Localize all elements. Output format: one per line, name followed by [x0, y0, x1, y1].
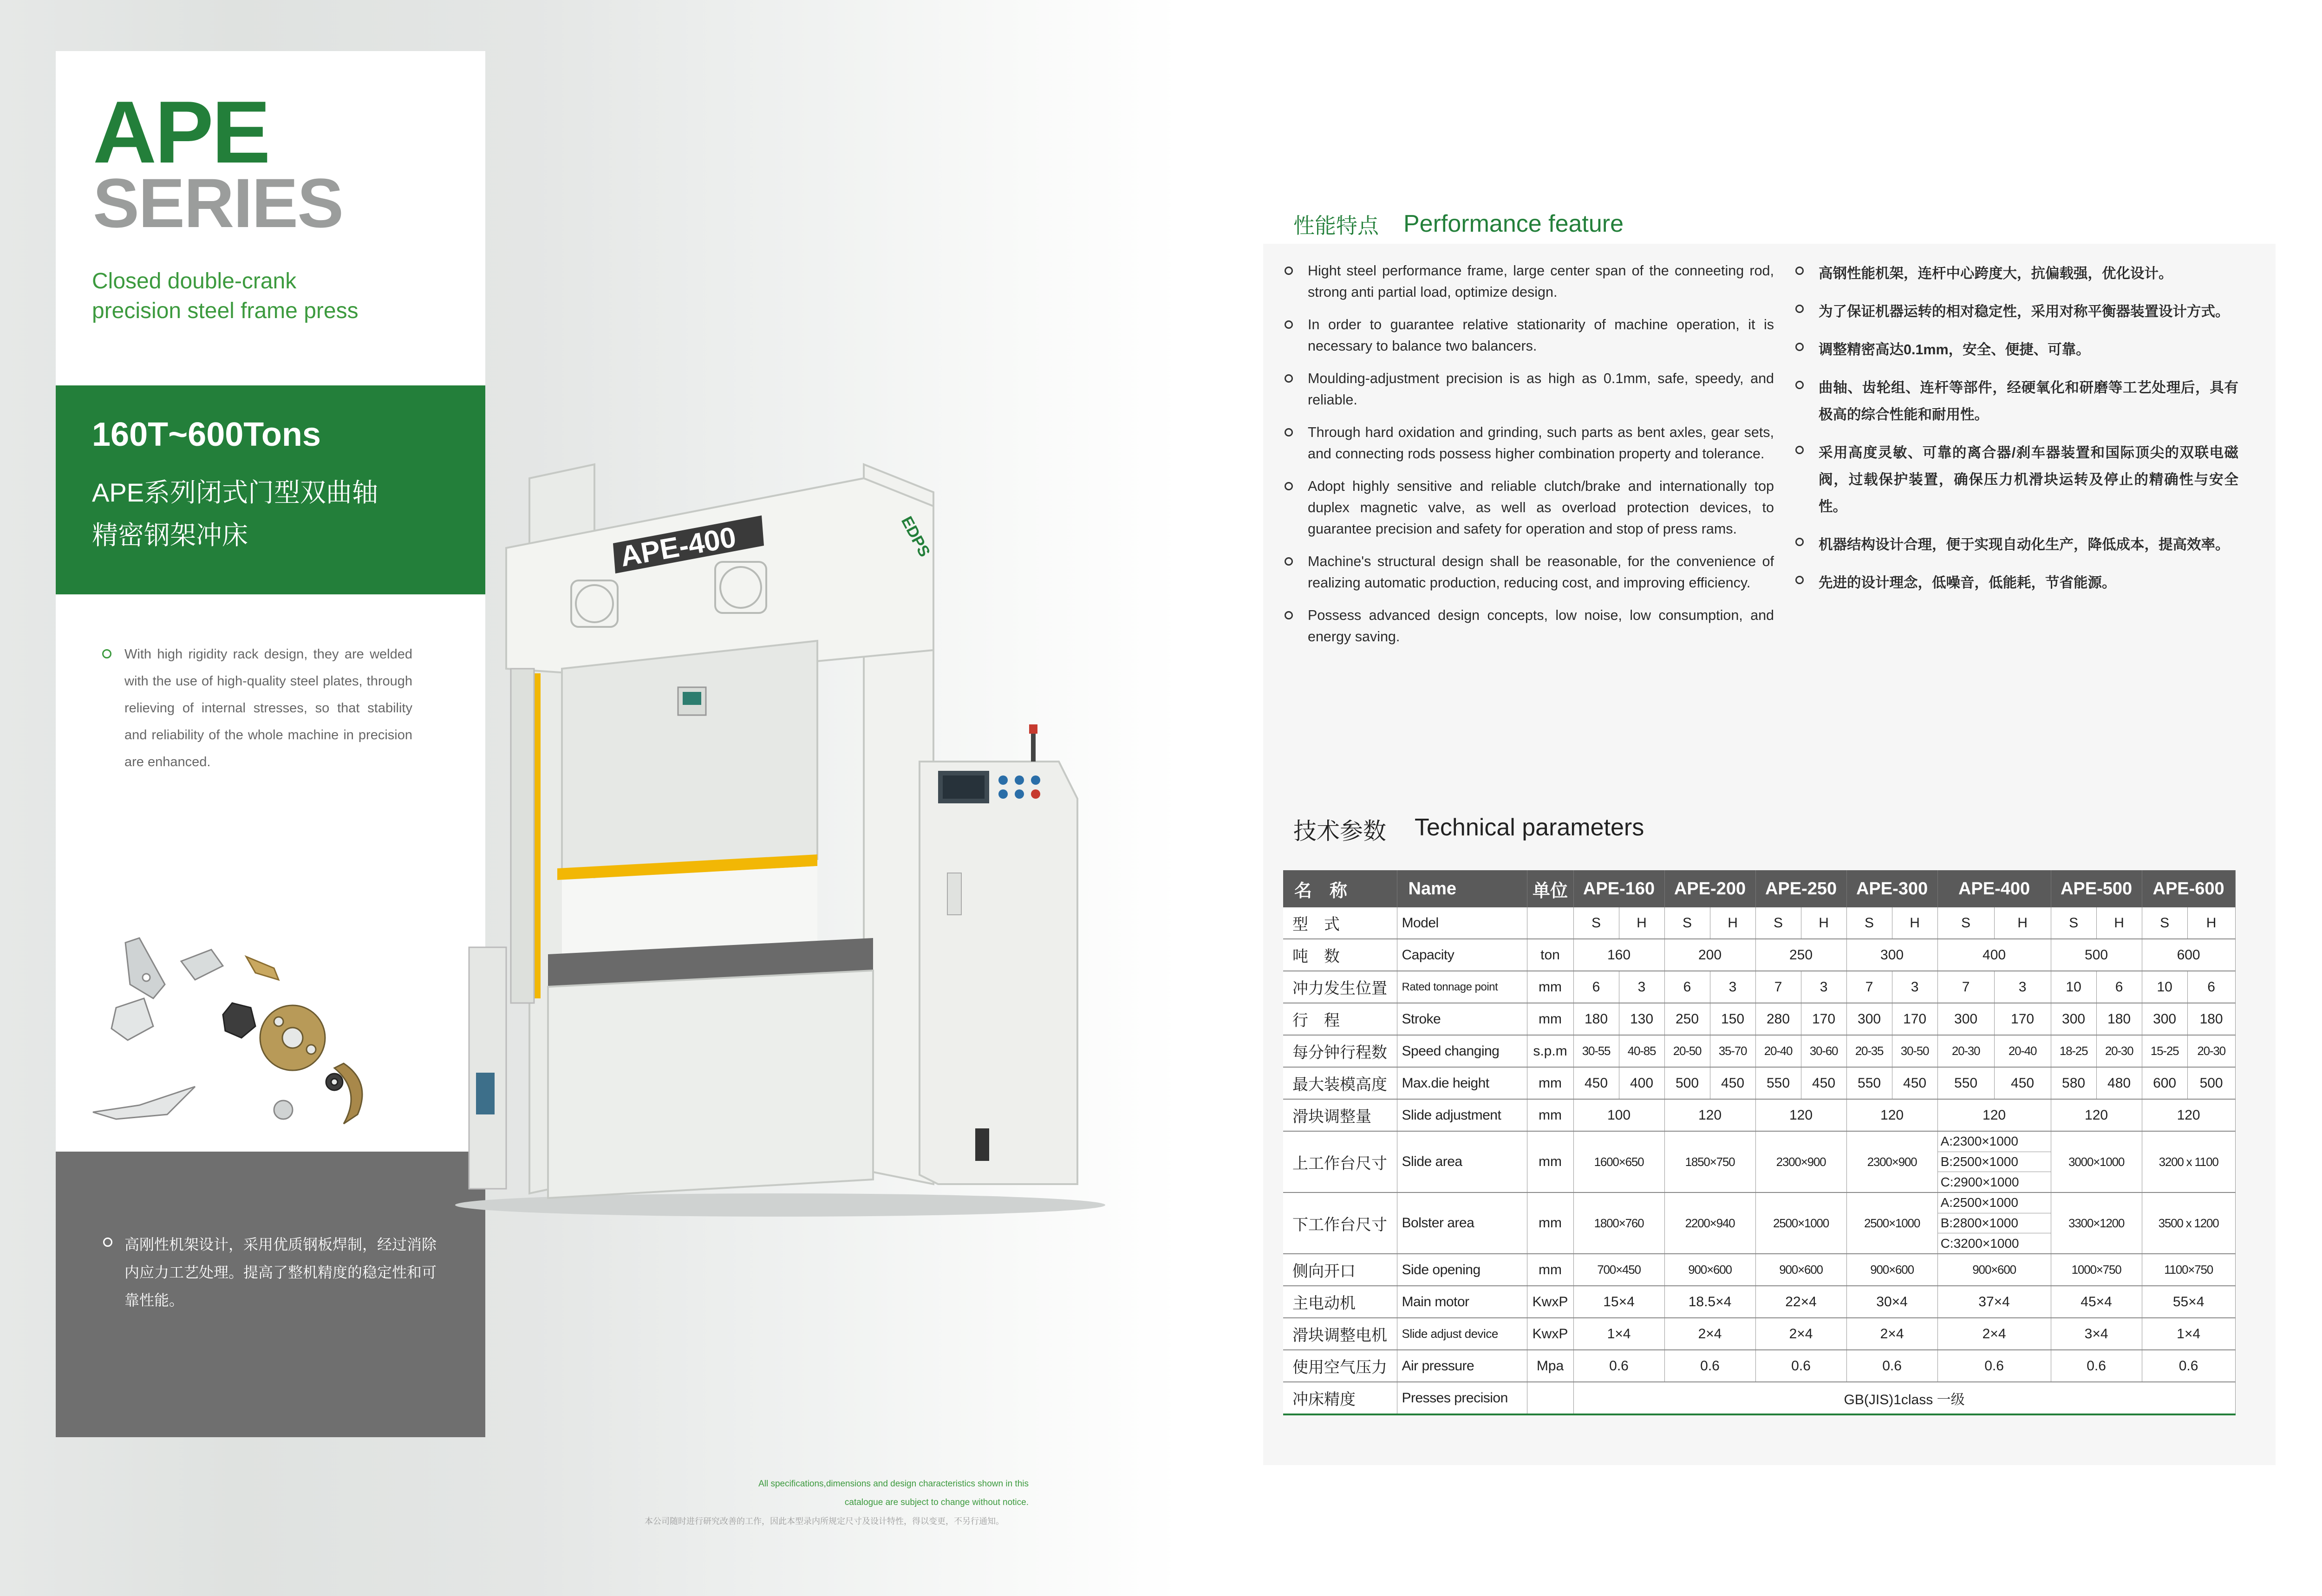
table-cell: 1600×650 — [1573, 1131, 1664, 1192]
row-label-cn: 冲力发生位置 — [1283, 971, 1397, 1003]
row-label-en: Rated tonnage point — [1397, 971, 1527, 1003]
row-unit: mm — [1527, 1131, 1573, 1192]
table-cell: 3 — [1619, 971, 1664, 1003]
product-subtitle — [92, 267, 417, 326]
row-label-en: Slide area — [1397, 1131, 1527, 1192]
table-cell: 22×4 — [1755, 1286, 1846, 1318]
table-cell: 20-35 — [1846, 1035, 1892, 1067]
table-row — [1283, 1382, 2235, 1414]
table-cell: 900×600 — [1755, 1254, 1846, 1286]
table-cell: 1000×750 — [2051, 1254, 2142, 1286]
row-unit — [1527, 1382, 1573, 1414]
row-label-en: Bolster area — [1397, 1192, 1527, 1254]
ape400-options-cell — [1937, 1192, 2051, 1254]
row-label-cn: 每分钟行程数 — [1283, 1035, 1397, 1067]
row-label-en: Capacity — [1397, 939, 1527, 971]
table-cell: 450 — [1801, 1067, 1846, 1099]
table-cell: 120 — [1846, 1099, 1937, 1131]
table-cell: 35-70 — [1710, 1035, 1755, 1067]
ape400-option: B:2800×1000 — [1938, 1213, 2051, 1234]
table-cell: 15×4 — [1573, 1286, 1664, 1318]
table-cell: 7 — [1846, 971, 1892, 1003]
table-cell: 250 — [1755, 939, 1846, 971]
table-cell: 480 — [2096, 1067, 2142, 1099]
table-cell: 45×4 — [2051, 1286, 2142, 1318]
table-cell: 300 — [1937, 1003, 1994, 1035]
row-label-cn: 冲床精度 — [1283, 1382, 1397, 1414]
row-label-en: Main motor — [1397, 1286, 1527, 1318]
ape-400-press-illustration — [455, 455, 1180, 1221]
table-cell: 1×4 — [2142, 1318, 2235, 1350]
table-cell: 500 — [1664, 1067, 1710, 1099]
table-cell: 250 — [1664, 1003, 1710, 1035]
table-cell: 3 — [1994, 971, 2051, 1003]
ape400-options-cell — [1937, 1131, 2051, 1192]
small-ring-part — [326, 1074, 343, 1090]
table-cell: H — [2096, 907, 2142, 939]
header-model: APE-400 — [1937, 870, 2051, 907]
chinese-title-line-2: 精密钢架冲床 — [92, 521, 248, 550]
table-cell: 550 — [1937, 1067, 1994, 1099]
table-cell: 20-40 — [1755, 1035, 1801, 1067]
table-cell: 120 — [2142, 1099, 2235, 1131]
ape400-options — [1938, 1193, 2051, 1253]
table-row — [1283, 939, 2235, 971]
table-cell: 500 — [2051, 939, 2142, 971]
table-cell: 10 — [2142, 971, 2187, 1003]
row-unit: mm — [1527, 1003, 1573, 1035]
bullet-circle-icon — [1285, 374, 1293, 383]
tech-title-en: Technical parameters — [1415, 814, 1644, 841]
hex-part — [223, 1003, 255, 1038]
table-cell: 3×4 — [2051, 1318, 2142, 1350]
footer-line-1: All specifications,dimensions and design characteristics shown in this — [758, 1479, 1029, 1489]
series-logo: SERIES — [93, 164, 343, 242]
row-unit: ton — [1527, 939, 1573, 971]
bullet-circle-icon — [1795, 305, 1804, 313]
bullet-circle-icon — [1285, 482, 1293, 490]
table-cell: 450 — [1573, 1067, 1619, 1099]
header-unit: 单位 — [1527, 870, 1573, 907]
table-cell: H — [1994, 907, 2051, 939]
table-cell: 2×4 — [1664, 1318, 1755, 1350]
ape400-option: C:3200×1000 — [1940, 1236, 2019, 1251]
row-label-cn: 最大装模高度 — [1283, 1067, 1397, 1099]
performance-title-en: Performance feature — [1403, 210, 1624, 237]
table-cell: 170 — [1801, 1003, 1846, 1035]
performance-title-cn: 性能特点 — [1293, 214, 1379, 238]
table-cell: H — [1710, 907, 1755, 939]
table-cell: 600 — [2142, 1067, 2187, 1099]
row-unit: s.p.m — [1527, 1035, 1573, 1067]
chinese-title-line-1: APE系列闭式门型双曲轴 — [92, 478, 378, 507]
table-cell: 2300×900 — [1755, 1131, 1846, 1192]
table-cell: 10 — [2051, 971, 2096, 1003]
table-cell: 0.6 — [2051, 1350, 2142, 1382]
clip-part — [181, 950, 223, 980]
row-label-cn: 使用空气压力 — [1283, 1350, 1397, 1382]
header-name-cn: 名 称 — [1283, 870, 1397, 907]
bullet-circle-icon — [102, 649, 111, 658]
tonnage-range: 160T~600Tons — [92, 416, 321, 453]
table-cell: 900×600 — [1664, 1254, 1755, 1286]
table-cell: 3 — [1801, 971, 1846, 1003]
bullet-circle-icon — [1285, 320, 1293, 329]
table-cell: 2500×1000 — [1846, 1192, 1937, 1254]
table-cell: 6 — [1664, 971, 1710, 1003]
row-label-en: Max.die height — [1397, 1067, 1527, 1099]
tab-part — [246, 957, 279, 980]
footer-disclaimer-en — [650, 1475, 1029, 1512]
chinese-title — [92, 471, 463, 557]
row-label-cn: 下工作台尺寸 — [1283, 1192, 1397, 1254]
performance-list-cn — [1793, 260, 2238, 607]
table-cell: 450 — [1710, 1067, 1755, 1099]
row-label-cn: 滑块调整量 — [1283, 1099, 1397, 1131]
table-cell: 300 — [1846, 939, 1937, 971]
row-unit: mm — [1527, 1254, 1573, 1286]
stamped-parts-illustration — [84, 929, 455, 1138]
table-cell: 500 — [2187, 1067, 2235, 1099]
performance-list-en — [1282, 260, 1774, 658]
header-model: APE-250 — [1755, 870, 1846, 907]
table-cell: 300 — [2142, 1003, 2187, 1035]
performance-item-cn: 曲轴、齿轮组、连杆等部件，经硬氧化和研磨等工艺处理后，具有极高的综合性能和耐用性。 — [1793, 374, 2238, 428]
subtitle-line-1: Closed double-crank — [92, 269, 297, 293]
row-label-en: Side opening — [1397, 1254, 1527, 1286]
bullet-circle-icon — [1795, 381, 1804, 389]
table-cell: H — [1801, 907, 1846, 939]
table-cell: 400 — [1619, 1067, 1664, 1099]
bullet-circle-icon — [1285, 267, 1293, 275]
performance-item: Adopt highly sensitive and reliable clutch/brake and internationally top duplex magnetic valve, as well as overload protection devices, to guarantee precision and safety for operation and stop of press rams. — [1282, 476, 1774, 540]
performance-item: Machine's structural design shall be reasonable, for the convenience of realizing automatic production, reducing cost, and improving efficiency. — [1282, 551, 1774, 593]
table-row — [1283, 1318, 2235, 1350]
table-cell: 30-50 — [1892, 1035, 1937, 1067]
ape400-options — [1938, 1132, 2051, 1192]
row-unit — [1527, 907, 1573, 939]
row-unit: Mpa — [1527, 1350, 1573, 1382]
table-cell: GB(JIS)1class 一级 — [1573, 1382, 2235, 1414]
table-cell: S — [1937, 907, 1994, 939]
table-cell: 7 — [1755, 971, 1801, 1003]
row-label-cn: 侧向开口 — [1283, 1254, 1397, 1286]
table-cell: 0.6 — [1937, 1350, 2051, 1382]
table-cell: 2500×1000 — [1755, 1192, 1846, 1254]
table-cell: 20-30 — [1937, 1035, 1994, 1067]
table-cell: 0.6 — [1664, 1350, 1755, 1382]
table-cell: 300 — [2051, 1003, 2096, 1035]
side-logo-text: EDPS — [897, 513, 933, 560]
row-label-en: Presses precision — [1397, 1382, 1527, 1414]
table-cell: 0.6 — [1846, 1350, 1937, 1382]
technical-parameters-table-wrap — [1283, 870, 2235, 1415]
blade-part — [93, 1087, 195, 1119]
table-cell: 700×450 — [1573, 1254, 1664, 1286]
table-cell: S — [1755, 907, 1801, 939]
header-model: APE-160 — [1573, 870, 1664, 907]
table-cell: H — [1619, 907, 1664, 939]
row-unit: mm — [1527, 1067, 1573, 1099]
table-row — [1283, 1131, 2235, 1192]
table-row — [1283, 1003, 2235, 1035]
row-label-cn: 吨 数 — [1283, 939, 1397, 971]
performance-item-cn: 先进的设计理念，低噪音，低能耗，节省能源。 — [1793, 569, 2238, 596]
table-cell: 450 — [1892, 1067, 1937, 1099]
table-cell: 170 — [1892, 1003, 1937, 1035]
table-row — [1283, 1067, 2235, 1099]
row-label-cn: 滑块调整电机 — [1283, 1318, 1397, 1350]
footer-disclaimer-cn: 本公司随时进行研究改善的工作，因此本型录内所规定尺寸及设计特性，得以变更，不另行通知。 — [645, 1517, 1004, 1526]
table-cell: 3 — [1892, 971, 1937, 1003]
table-cell: 20-30 — [2187, 1035, 2235, 1067]
table-cell: 18-25 — [2051, 1035, 2096, 1067]
ape-logo: APE — [93, 83, 269, 182]
row-label-cn: 主电动机 — [1283, 1286, 1397, 1318]
arc-part — [334, 1063, 362, 1124]
bracket-part — [125, 938, 165, 998]
table-cell: 120 — [1937, 1099, 2051, 1131]
disc-part — [274, 1101, 293, 1119]
bullet-circle-icon — [103, 1238, 112, 1247]
model-plate-text: APE-400 — [618, 521, 739, 573]
performance-item: Hight steel performance frame, large center span of the conneeting rod, strong anti partial load, optimize design. — [1282, 260, 1774, 303]
performance-item-cn: 机器结构设计合理，便于实现自动化生产，降低成本，提高效率。 — [1793, 531, 2238, 558]
table-cell: 900×600 — [1937, 1254, 2051, 1286]
row-label-cn: 上工作台尺寸 — [1283, 1131, 1397, 1192]
table-cell: 3000×1000 — [2051, 1131, 2142, 1192]
bullet-circle-icon — [1795, 267, 1804, 275]
header-model: APE-500 — [2051, 870, 2142, 907]
table-cell: 6 — [2187, 971, 2235, 1003]
table-row — [1283, 907, 2235, 939]
table-cell: S — [1664, 907, 1710, 939]
table-cell: S — [1573, 907, 1619, 939]
bullet-circle-icon — [1795, 343, 1804, 351]
table-row — [1283, 1254, 2235, 1286]
table-cell: 20-50 — [1664, 1035, 1710, 1067]
table-cell: 200 — [1664, 939, 1755, 971]
table-cell: 170 — [1994, 1003, 2051, 1035]
performance-item: Moulding-adjustment precision is as high as 0.1mm, safe, speedy, and reliable. — [1282, 368, 1774, 410]
table-cell: 30-60 — [1801, 1035, 1846, 1067]
table-cell: 2×4 — [1937, 1318, 2051, 1350]
row-label-en: Air pressure — [1397, 1350, 1527, 1382]
ape400-option: A:2300×1000 — [1938, 1132, 2051, 1152]
row-label-en: Speed changing — [1397, 1035, 1527, 1067]
table-header-row — [1283, 870, 2235, 907]
row-label-en: Slide adjust device — [1397, 1318, 1527, 1350]
table-cell: 3300×1200 — [2051, 1192, 2142, 1254]
table-row — [1283, 1035, 2235, 1067]
table-cell: 1850×750 — [1664, 1131, 1755, 1192]
table-cell: S — [2142, 907, 2187, 939]
table-cell: H — [1892, 907, 1937, 939]
row-label-cn: 型 式 — [1283, 907, 1397, 939]
performance-item: Through hard oxidation and grinding, such parts as bent axles, gear sets, and connecting rods possess higher combination property and tolerance. — [1282, 422, 1774, 464]
row-unit: mm — [1527, 971, 1573, 1003]
table-cell: 3200 x 1100 — [2142, 1131, 2235, 1192]
table-row — [1283, 1192, 2235, 1254]
table-cell: 400 — [1937, 939, 2051, 971]
table-cell: 120 — [2051, 1099, 2142, 1131]
table-cell: 150 — [1710, 1003, 1755, 1035]
header-model: APE-300 — [1846, 870, 1937, 907]
bullet-circle-icon — [1285, 428, 1293, 436]
table-cell: 2300×900 — [1846, 1131, 1937, 1192]
table-cell: 180 — [2187, 1003, 2235, 1035]
table-cell: 20-40 — [1994, 1035, 2051, 1067]
table-cell: 20-30 — [2096, 1035, 2142, 1067]
table-cell: 130 — [1619, 1003, 1664, 1035]
bullet-circle-icon — [1285, 557, 1293, 566]
header-model: APE-600 — [2142, 870, 2235, 907]
bullet-circle-icon — [1795, 576, 1804, 584]
table-cell: 1800×760 — [1573, 1192, 1664, 1254]
table-cell: 180 — [1573, 1003, 1619, 1035]
angle-part — [111, 998, 153, 1040]
footer-line-2: catalogue are subject to change without notice. — [844, 1498, 1029, 1507]
table-cell: 550 — [1846, 1067, 1892, 1099]
header-name-en: Name — [1397, 870, 1527, 907]
tech-title-cn: 技术参数 — [1293, 818, 1386, 844]
row-unit: mm — [1527, 1099, 1573, 1131]
row-unit: KwxP — [1527, 1318, 1573, 1350]
table-cell: 1×4 — [1573, 1318, 1664, 1350]
table-row — [1283, 1099, 2235, 1131]
table-row — [1283, 1286, 2235, 1318]
ape400-option: B:2500×1000 — [1938, 1152, 2051, 1173]
table-cell: 2×4 — [1755, 1318, 1846, 1350]
table-cell: 18.5×4 — [1664, 1286, 1755, 1318]
table-cell: 450 — [1994, 1067, 2051, 1099]
row-label-en: Slide adjustment — [1397, 1099, 1527, 1131]
table-cell: 160 — [1573, 939, 1664, 971]
row-label-cn: 行 程 — [1283, 1003, 1397, 1035]
row-unit: KwxP — [1527, 1286, 1573, 1318]
rigidity-description-cn: 高刚性机架设计，采用优质钢板焊制，经过消除内应力工艺处理。提高了整机精度的稳定性和可靠性能。 — [124, 1236, 437, 1309]
table-cell: 0.6 — [2142, 1350, 2235, 1382]
table-cell: H — [2187, 907, 2235, 939]
table-cell: 600 — [2142, 939, 2235, 971]
performance-item-cn: 调整精密高达0.1mm，安全、便捷、可靠。 — [1793, 336, 2238, 363]
table-cell: 180 — [2096, 1003, 2142, 1035]
table-cell: S — [1846, 907, 1892, 939]
table-cell: 120 — [1755, 1099, 1846, 1131]
table-cell: 30×4 — [1846, 1286, 1937, 1318]
table-cell: 100 — [1573, 1099, 1664, 1131]
performance-item: Possess advanced design concepts, low noise, low consumption, and energy saving. — [1282, 605, 1774, 647]
rigidity-description-en: With high rigidity rack design, they are welded with the use of high-quality steel plates, through relieving of internal stresses, so that stability and reliability of the whole machine in precision are enhanced. — [124, 647, 412, 769]
subtitle-line-2: precision steel frame press — [92, 299, 359, 323]
table-row — [1283, 971, 2235, 1003]
ape400-option: C:2900×1000 — [1940, 1174, 2019, 1189]
table-cell: 280 — [1755, 1003, 1801, 1035]
row-label-en: Stroke — [1397, 1003, 1527, 1035]
table-cell: 6 — [2096, 971, 2142, 1003]
row-label-en: Model — [1397, 907, 1527, 939]
table-cell: 55×4 — [2142, 1286, 2235, 1318]
gear-plate-part — [260, 1005, 325, 1070]
table-cell: 120 — [1664, 1099, 1755, 1131]
table-cell: 40-85 — [1619, 1035, 1664, 1067]
table-cell: 3 — [1710, 971, 1755, 1003]
table-cell: S — [2051, 907, 2096, 939]
row-unit: mm — [1527, 1192, 1573, 1254]
table-cell: 580 — [2051, 1067, 2096, 1099]
table-cell: 6 — [1573, 971, 1619, 1003]
table-row — [1283, 1350, 2235, 1382]
bullet-circle-icon — [1795, 446, 1804, 454]
performance-item-cn: 采用高度灵敏、可靠的离合器/刹车器装置和国际顶尖的双联电磁阀，过载保护装置，确保压力机滑块运转及停止的精确性与安全性。 — [1793, 439, 2238, 520]
performance-item-cn: 为了保证机器运转的相对稳定性，采用对称平衡器装置设计方式。 — [1793, 298, 2238, 325]
table-cell: 300 — [1846, 1003, 1892, 1035]
table-cell: 550 — [1755, 1067, 1801, 1099]
table-cell: 0.6 — [1755, 1350, 1846, 1382]
table-cell: 0.6 — [1573, 1350, 1664, 1382]
technical-parameters-table — [1283, 870, 2236, 1415]
table-cell: 15-25 — [2142, 1035, 2187, 1067]
table-cell: 37×4 — [1937, 1286, 2051, 1318]
performance-item: In order to guarantee relative stationarity of machine operation, it is necessary to balance two balancers. — [1282, 314, 1774, 357]
table-cell: 900×600 — [1846, 1254, 1937, 1286]
table-cell: 2200×940 — [1664, 1192, 1755, 1254]
table-cell: 1100×750 — [2142, 1254, 2235, 1286]
header-model: APE-200 — [1664, 870, 1755, 907]
table-cell: 2×4 — [1846, 1318, 1937, 1350]
performance-item-cn: 高钢性能机架，连杆中心跨度大，抗偏载强，优化设计。 — [1793, 260, 2238, 287]
ape400-option: A:2500×1000 — [1938, 1193, 2051, 1213]
bullet-circle-icon — [1285, 611, 1293, 619]
table-cell: 3500 x 1200 — [2142, 1192, 2235, 1254]
table-cell: 7 — [1937, 971, 1994, 1003]
bullet-circle-icon — [1795, 538, 1804, 546]
table-cell: 30-55 — [1573, 1035, 1619, 1067]
